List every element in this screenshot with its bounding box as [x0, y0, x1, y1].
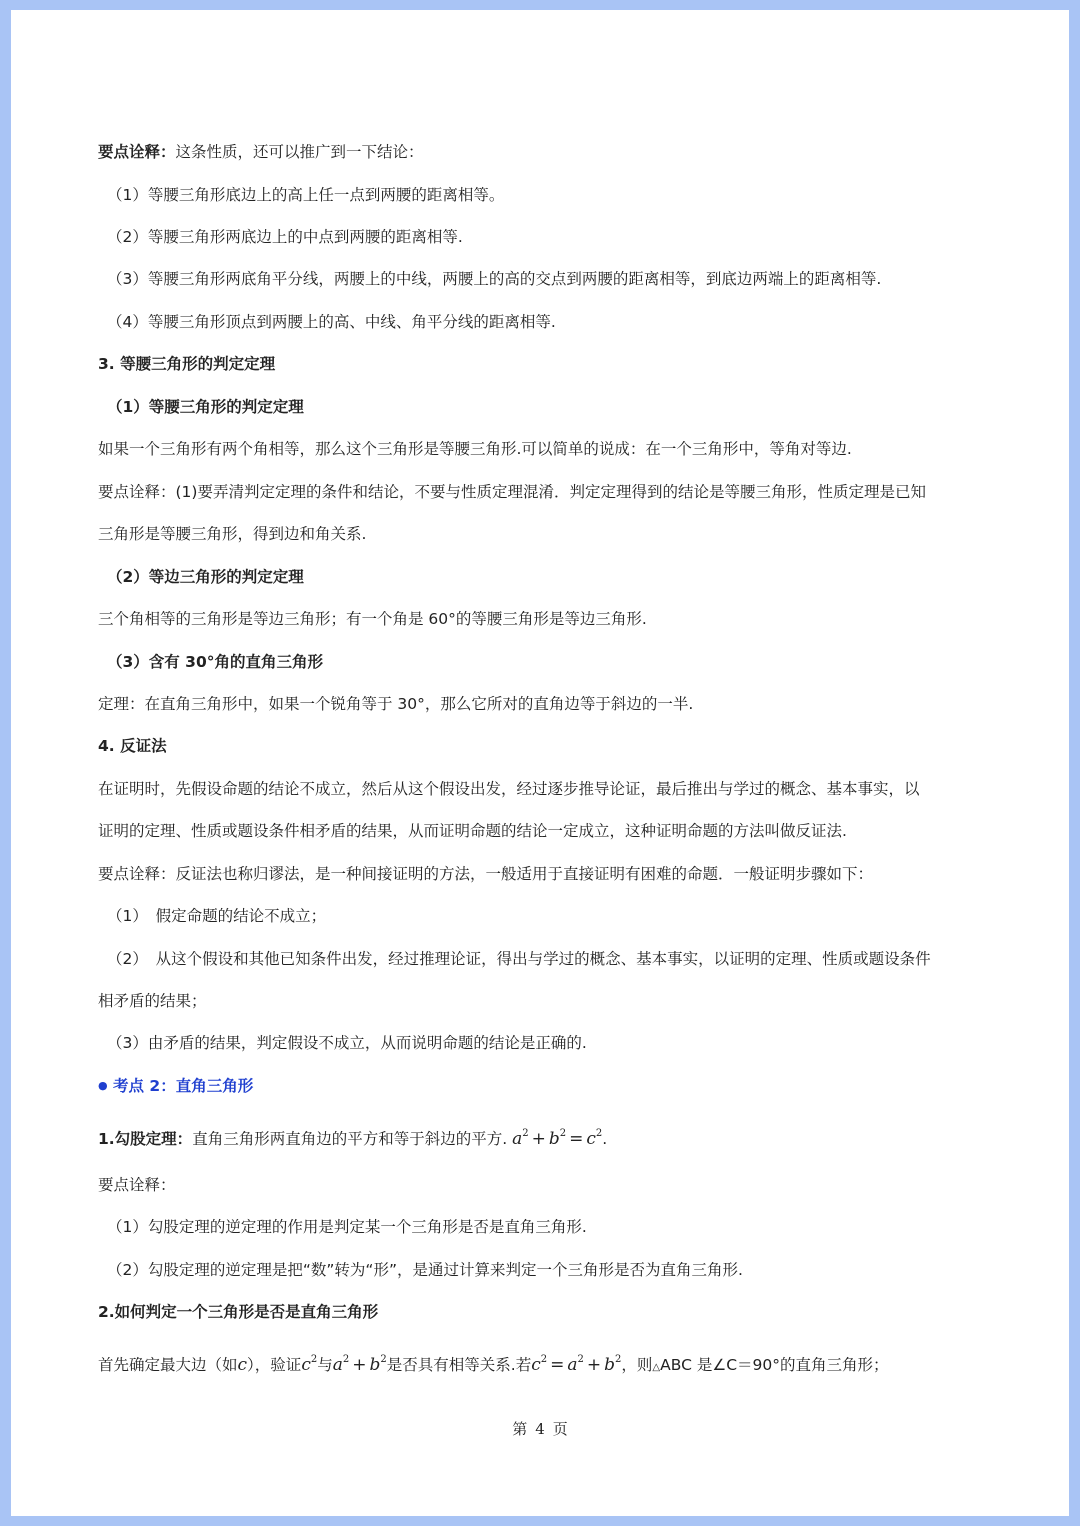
pythagorean-formula: $a^2 + b^2 = c^2$: [512, 1128, 603, 1149]
section-heading: 4. 反证法: [98, 737, 167, 755]
list-item: （1）等腰三角形底边上的高上任一点到两腰的距离相等。: [107, 186, 505, 204]
list-item: （2）等腰三角形两底边上的中点到两腰的距离相等.: [107, 228, 463, 246]
list-item: （1）勾股定理的逆定理的作用是判定某一个三角形是否是直角三角形.: [107, 1218, 587, 1236]
note-paragraph: 要点诠释：这条性质，还可以推广到一下结论：: [98, 143, 424, 161]
list-item: （1） 假定命题的结论不成立；: [107, 907, 327, 925]
list-item: （2） 从这个假设和其他已知条件出发，经过推理论证，得出与学过的概念、基本事实，以证明的定理、性质或题设条件: [107, 950, 931, 968]
paragraph: 三角形是等腰三角形，得到边和角关系.: [98, 525, 367, 543]
paragraph: 三个角相等的三角形是等边三角形；有一个角是 60°的等腰三角形是等边三角形.: [98, 610, 647, 628]
list-item: （3）等腰三角形两底角平分线，两腰上的中线，两腰上的高的交点到两腰的距离相等，到底边两端上的距离相等.: [107, 270, 882, 288]
subsection-heading: （2）等边三角形的判定定理: [107, 568, 304, 586]
triangle-icon: △: [652, 1362, 661, 1373]
paragraph: 要点诠释：: [98, 1176, 176, 1194]
paragraph: 要点诠释：反证法也称归谬法，是一种间接证明的方法，一般适用于直接证明有困难的命题．一般证明步骤如下：: [98, 865, 874, 883]
topic-heading: ● 考点 2：直角三角形: [98, 1077, 254, 1095]
judgement-line: 首先确定最大边（如c），验证$c^2$与$a^2 + b^2$是否具有相等关系.若$c^2 = a^2 + b^2$，则△ABC 是∠C＝90°的直角三角形；: [98, 1354, 889, 1375]
bullet-icon: ●: [98, 1079, 108, 1092]
theorem-line: 1.勾股定理：直角三角形两直角边的平方和等于斜边的平方. $a^2 + b^2 = c^2$.: [98, 1128, 608, 1149]
document-page: [11, 10, 1069, 1516]
subsection-heading: （1）等腰三角形的判定定理: [107, 398, 304, 416]
paragraph: 如果一个三角形有两个角相等，那么这个三角形是等腰三角形.可以简单的说成：在一个三角形中，等角对等边.: [98, 440, 852, 458]
paragraph: 相矛盾的结果；: [98, 992, 207, 1010]
subsection-heading: （3）含有 30°角的直角三角形: [107, 653, 324, 671]
page-number: 第 4 页: [512, 1420, 568, 1438]
section-heading: 2.如何判定一个三角形是否是直角三角形: [98, 1303, 379, 1321]
paragraph: 定理：在直角三角形中，如果一个锐角等于 30°，那么它所对的直角边等于斜边的一半.: [98, 695, 694, 713]
list-item: （2）勾股定理的逆定理是把“数”转为“形”，是通过计算来判定一个三角形是否为直角三角形.: [107, 1261, 743, 1279]
paragraph: 在证明时，先假设命题的结论不成立，然后从这个假设出发，经过逐步推导论证，最后推出与学过的概念、基本事实，以: [98, 780, 920, 798]
paragraph: 要点诠释：(1)要弄清判定定理的条件和结论，不要与性质定理混淆．判定定理得到的结论是等腰三角形，性质定理是已知: [98, 483, 926, 501]
paragraph: 证明的定理、性质或题设条件相矛盾的结果，从而证明命题的结论一定成立，这种证明命题的方法叫做反证法.: [98, 822, 847, 840]
list-item: （4）等腰三角形顶点到两腰上的高、中线、角平分线的距离相等.: [107, 313, 556, 331]
section-heading: 3. 等腰三角形的判定定理: [98, 355, 276, 373]
list-item: （3）由矛盾的结果，判定假设不成立，从而说明命题的结论是正确的.: [107, 1034, 587, 1052]
